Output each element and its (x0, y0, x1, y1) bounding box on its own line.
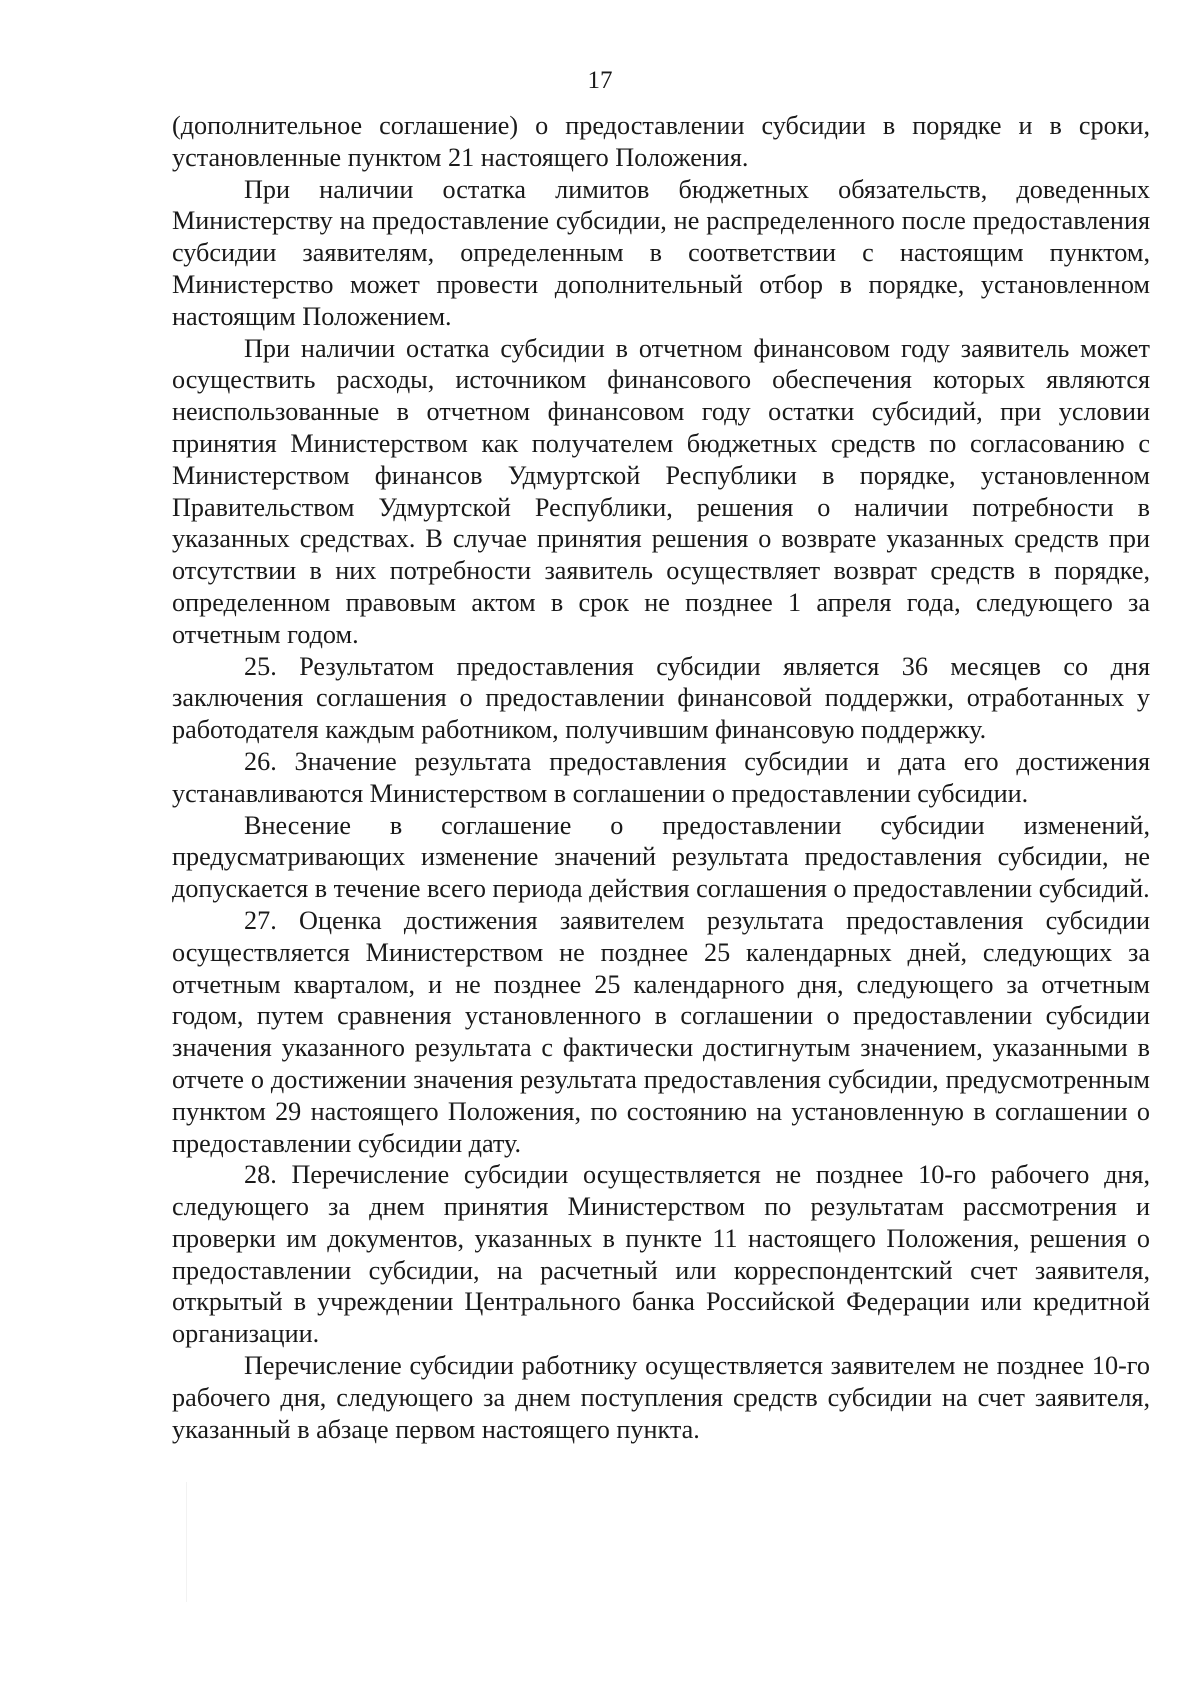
paragraph-item-28: 28. Перечисление субсидии осуществляется не позднее 10-го рабочего дня, следующего за днем принятия Министерством по результатам рассмотрения и проверки им документов, указанных в пункте 11 настоящего Положения, решения о предоставлении субсидии, на расчетный или корреспондентский счет заявителя, открытый в учреждении Центрального банка Российской Федерации или кредитной организации. (172, 1160, 1150, 1349)
paragraph-item-27: 27. Оценка достижения заявителем результата предоставления субсидии осуществляется Министерством не позднее 25 календарных дней, следующих за отчетным кварталом, и не позднее 25 календарного дня, следующего за отчетным годом, путем сравнения установленного в соглашении о предоставлении субсидии значения указанного результата с фактически достигнутым значением, указанными в отчете о достижении значения результата предоставления субсидии, предусмотренным пунктом 29 настоящего Положения, по состоянию на установленную в соглашении о предоставлении субсидии дату. (172, 905, 1150, 1158)
paragraph-item-25: 25. Результатом предоставления субсидии является 36 месяцев со дня заключения соглашения о предоставлении финансовой поддержки, отработанных у работодателя каждым работником, получившим финансовую поддержку. (172, 651, 1150, 745)
paragraph-employee-transfer: Перечисление субсидии работнику осуществляется заявителем не позднее 10-го рабочего дня, следующего за днем поступления средств субсидии на счет заявителя, указанный в абзаце первом настоящего пункта. (172, 1351, 1150, 1444)
document-body (172, 110, 1150, 1445)
paragraph-continuation: (дополнительное соглашение) о предоставлении субсидии в порядке и в сроки, установленные пунктом 21 настоящего Положения. (172, 111, 1150, 172)
page-number: 17 (587, 67, 613, 94)
paragraph-item-26: 26. Значение результата предоставления субсидии и дата его достижения устанавливаются Министерством в соглашении о предоставлении субсидии. (172, 746, 1150, 808)
paragraph-remaining-limits: При наличии остатка лимитов бюджетных обязательств, доведенных Министерству на предоставление субсидии, не распределенного после предоставления субсидии заявителям, определенным в соответствии с настоящим пунктом, Министерство может провести дополнительный отбор в порядке, установленном настоящим Положением. (172, 174, 1150, 331)
paragraph-agreement-changes: Внесение в соглашение о предоставлении субсидии изменений, предусматривающих изменение значений результата предоставления субсидии, не допускается в течение всего периода действия соглашения о предоставлении субсидий. (172, 810, 1150, 904)
scan-artifact-line (186, 1482, 187, 1602)
paragraph-subsidy-balance: При наличии остатка субсидии в отчетном финансовом году заявитель может осуществить расходы, источником финансового обеспечения которых являются неиспользованные в отчетном финансовом году остатки субсидий, при условии принятия Министерством как получателем бюджетных средств по согласованию с Министерством финансов Удмуртской Республики в порядке, установленном Правительством Удмуртской Республики, решения о наличии потребности в указанных средствах. В случае принятия решения о возврате указанных средств при отсутствии в них потребности заявитель осуществляет возврат средств в порядке, определенном правовым актом в срок не позднее 1 апреля года, следующего за отчетным годом. (172, 333, 1150, 649)
